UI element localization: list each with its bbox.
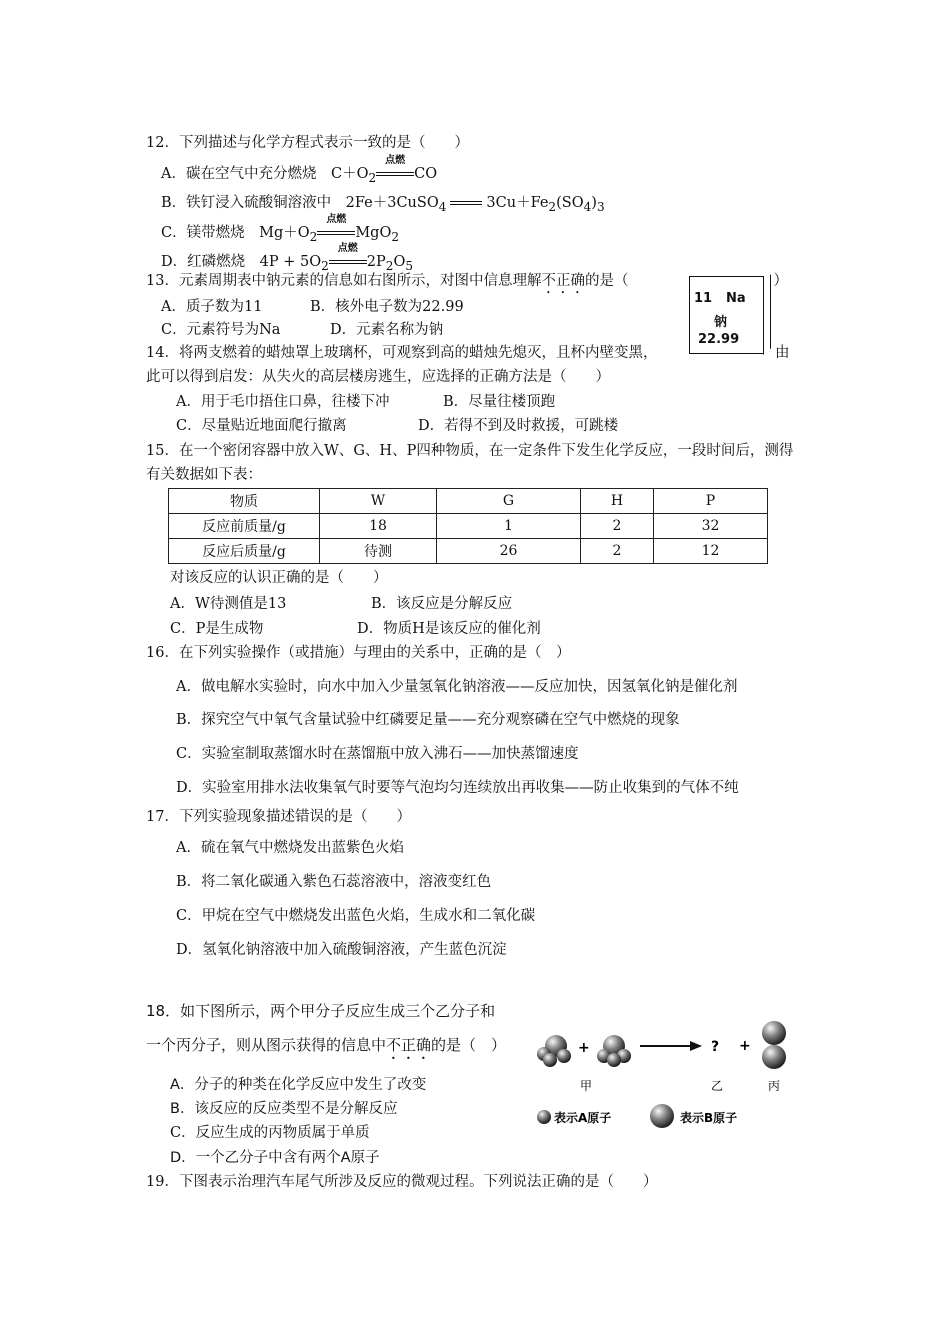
q17-option-c: C．甲烷在空气中燃烧发出蓝色火焰，生成水和二氧化碳: [176, 908, 536, 924]
table-cell: 反应后质量/g: [169, 539, 320, 564]
q17-option-b: B．将二氧化碳通入紫色石蕊溶液中，溶液变红色: [176, 874, 492, 890]
table-header-cell: H: [581, 489, 654, 514]
table-header-cell: G: [437, 489, 581, 514]
plus-sign-2: +: [739, 1038, 751, 1054]
q15-option-d: D．物质H是该反应的催化剂: [357, 621, 541, 637]
q12-option-c: C．镁带燃烧 $Mg+O_2$ 点燃 MgO$_2$: [161, 214, 400, 244]
q15-question: 对该反应的认识正确的是（ ）: [170, 570, 388, 586]
q16-option-a: A．做电解水实验时，向水中加入少量氢氧化钠溶液——反应加快，因氢氧化钠是催化剂: [176, 679, 738, 695]
legend-a-text: 表示A原子: [554, 1111, 612, 1125]
label-jia: 甲: [580, 1079, 593, 1093]
q13-option-c: C．元素符号为Na: [161, 322, 281, 338]
q14-option-a: A．用于毛巾捂住口鼻，往楼下冲: [176, 394, 390, 410]
q14-option-d: D．若得不到及时救援，可跳楼: [418, 418, 619, 434]
table-cell: 26: [437, 539, 581, 564]
table-header-cell: W: [320, 489, 437, 514]
table-cell: 32: [654, 514, 768, 539]
q17-stem: 17．下列实验现象描述错误的是（ ）: [146, 809, 411, 825]
label-bing: 丙: [768, 1079, 781, 1093]
q16-option-c: C．实验室制取蒸馏水时在蒸馏瓶中放入沸石——加快蒸馏速度: [176, 746, 579, 762]
q15-option-b: B．该反应是分解反应: [371, 596, 513, 612]
q19-stem: 19．下图表示治理汽车尾气所涉及反应的微观过程。下列说法正确的是（ ）: [146, 1174, 658, 1190]
q14-stem-continue: 由: [775, 345, 790, 361]
q18-stem-line2: 一个丙分子，则从图示获得的信息中不正确的是（ ）: [146, 1036, 507, 1054]
legend-b-atom-icon: [650, 1104, 674, 1128]
q14-stem-line1: 14．将两支燃着的蜡烛罩上玻璃杯，可观察到高的蜡烛先熄灭，且杯内壁变黑，: [146, 345, 658, 361]
table-header-cell: 物质: [169, 489, 320, 514]
q12-option-d: D．红磷燃烧 $4P + 5O_2$ 点燃 $2P_2O_5$: [161, 243, 414, 273]
q15-option-c: C．P是生成物: [170, 621, 264, 637]
q12-stem: 12．下列描述与化学方程式表示一致的是（ ）: [146, 135, 469, 151]
q17-option-a: A．硫在氧气中燃烧发出蓝紫色火焰: [176, 840, 404, 856]
atomic-number: 11: [694, 291, 713, 306]
table-cell: 18: [320, 514, 437, 539]
q15-option-a: A．W待测值是13: [170, 596, 287, 612]
q12-option-a: A．碳在空气中充分燃烧 $C+O_2$ 点燃 CO: [161, 155, 438, 185]
molecule-jia-2: [597, 1035, 631, 1067]
q15-stem-line2: 有关数据如下表：: [146, 467, 262, 483]
q18-stem-line1: 18．如下图所示，两个甲分子反应生成三个乙分子和: [146, 1002, 496, 1020]
arrow-head: [690, 1041, 702, 1051]
q12-option-b: B．铁钉浸入硫酸铜溶液中 2Fe＋3CuSO$_4$ $3Cu+Fe_2(SO_4)_3$: [161, 195, 605, 214]
molecule-bing: [762, 1021, 786, 1069]
label-yi: 乙: [711, 1079, 724, 1093]
q18-option-c: C．反应生成的丙物质属于单质: [170, 1125, 370, 1141]
q13-option-b: B．核外电子数为22.99: [310, 299, 464, 315]
mass-data-table: [168, 488, 768, 564]
reaction-diagram-svg: [530, 1020, 800, 1135]
table-header-cell: P: [654, 489, 768, 514]
table-row: [169, 539, 768, 564]
reaction-diagram: [530, 1020, 800, 1135]
table-cell: 1: [437, 514, 581, 539]
table-cell: 2: [581, 539, 654, 564]
table-cell: 2: [581, 514, 654, 539]
unknown-product: ?: [711, 1039, 720, 1055]
element-name: 钠: [714, 315, 728, 330]
q13-option-a: A．质子数为11: [161, 299, 263, 315]
molecule-jia-1: [537, 1035, 571, 1067]
element-symbol: Na: [726, 291, 746, 306]
q14-option-b: B．尽量往楼顶跑: [443, 394, 556, 410]
table-cell: 12: [654, 539, 768, 564]
q16-stem: 16．在下列实验操作（或措施）与理由的关系中，正确的是（ ）: [146, 645, 571, 661]
q17-option-d: D．氢氧化钠溶液中加入硫酸铜溶液，产生蓝色沉淀: [176, 942, 507, 958]
plus-sign: +: [578, 1040, 590, 1056]
q14-option-c: C．尽量贴近地面爬行撤离: [176, 418, 347, 434]
q13-stem: 13．元素周期表中钠元素的信息如右图所示，对图中信息理解不正确的是（ ）: [146, 273, 788, 289]
q16-option-d: D．实验室用排水法收集氧气时要等气泡均匀连续放出再收集——防止收集到的气体不纯: [176, 780, 739, 796]
q16-option-b: B．探究空气中氧气含量试验中红磷要足量——充分观察磷在空气中燃烧的现象: [176, 712, 680, 728]
q14-stem-line2: 此可以得到启发：从失火的高层楼房逃生，应选择的正确方法是（ ）: [146, 369, 610, 385]
q18-option-b: B．该反应的反应类型不是分解反应: [170, 1101, 398, 1117]
table-header-row: [169, 489, 768, 514]
atomic-mass: 22.99: [698, 332, 740, 347]
legend-a-atom-icon: [537, 1110, 551, 1124]
q18-option-a: A．分子的种类在化学反应中发生了改变: [170, 1077, 427, 1093]
q15-stem-line1: 15．在一个密闭容器中放入W、G、H、P四种物质，在一定条件下发生化学反应，一段时间后，测得: [146, 443, 794, 459]
legend-b-text: 表示B原子: [680, 1111, 738, 1125]
table-row: [169, 514, 768, 539]
q13-option-d: D．元素名称为钠: [330, 322, 444, 338]
q18-option-d: D．一个乙分子中含有两个A原子: [170, 1150, 380, 1166]
sodium-element-card: [689, 276, 764, 354]
table-cell: 反应前质量/g: [169, 514, 320, 539]
table-cell: 待测: [320, 539, 437, 564]
